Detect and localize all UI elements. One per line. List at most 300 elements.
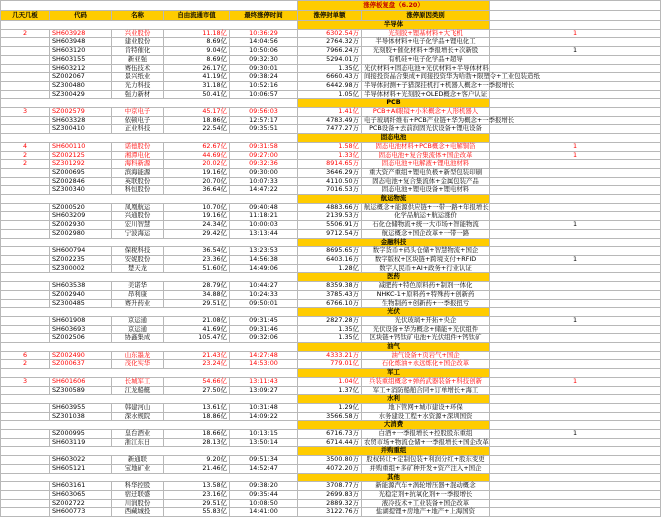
code-cell: SZ002067 bbox=[50, 73, 112, 82]
stock-name-cell: 强力新材 bbox=[112, 90, 164, 99]
sector-label: 大消费 bbox=[298, 421, 490, 430]
stock-name-cell: 海科新源 bbox=[112, 160, 164, 169]
limit-amount-cell: 1.04亿 bbox=[298, 377, 362, 386]
market-value-cell: 29.51亿 bbox=[164, 299, 230, 308]
reason-cell: 半导体材料+光刻胶+OLED概念+客户认证 bbox=[362, 90, 490, 99]
reason-cell: PCB设备+去前润固光伏设备+锂电设备 bbox=[362, 125, 490, 134]
table-row bbox=[1, 325, 661, 334]
code-cell: SH603120 bbox=[50, 47, 112, 56]
stock-name-cell: 滨海能源 bbox=[112, 168, 164, 177]
market-value-cell: 18.86亿 bbox=[164, 412, 230, 421]
table-row bbox=[1, 360, 661, 369]
limit-time-cell: 11:18:21 bbox=[230, 212, 298, 221]
header-row bbox=[1, 11, 661, 21]
limit-amount-cell: 2699.83万 bbox=[298, 490, 362, 499]
market-value-cell: 105.47亿 bbox=[164, 334, 230, 343]
stock-name-cell: 诺德股份 bbox=[112, 142, 164, 151]
sector-label: 光伏 bbox=[298, 308, 490, 317]
table-row bbox=[1, 125, 661, 134]
limit-time-cell: 09:32:36 bbox=[230, 160, 298, 169]
limit-time-cell: 14:09:22 bbox=[230, 412, 298, 421]
table-row bbox=[1, 264, 661, 273]
extra-cell bbox=[490, 490, 661, 499]
reason-cell: NHKC-1+原料药+特殊药+创新药 bbox=[362, 290, 490, 299]
extra-cell bbox=[490, 203, 661, 212]
limit-time-cell: 14:56:38 bbox=[230, 255, 298, 264]
header-days: 几天几板 bbox=[1, 11, 50, 21]
days-cell bbox=[1, 325, 50, 334]
table-row bbox=[1, 386, 661, 395]
reason-cell: 水务建设工程+水资源+深圳国资 bbox=[362, 412, 490, 421]
table-row bbox=[1, 490, 661, 499]
market-value-cell: 62.67亿 bbox=[164, 142, 230, 151]
code-cell: SZ000995 bbox=[50, 430, 112, 439]
extra-cell bbox=[490, 482, 661, 491]
extra-cell bbox=[490, 229, 661, 238]
code-cell: SH603065 bbox=[50, 490, 112, 499]
table-row bbox=[1, 403, 661, 412]
limit-time-cell: 09:40:48 bbox=[230, 203, 298, 212]
code-cell: SH603328 bbox=[50, 116, 112, 125]
reason-cell: 减肥药+特色原料药+制剂一体化 bbox=[362, 282, 490, 291]
market-value-cell: 36.54亿 bbox=[164, 247, 230, 256]
limit-amount-cell: 3708.77万 bbox=[298, 482, 362, 491]
table-row bbox=[1, 282, 661, 291]
limit-time-cell: 09:31:46 bbox=[230, 325, 298, 334]
extra-cell: 1 bbox=[490, 255, 661, 264]
reason-cell: 航运概念+国企改革+一带一路 bbox=[362, 229, 490, 238]
reason-cell: 固态电池+锂电设备+锂电材料 bbox=[362, 186, 490, 195]
extra-cell bbox=[490, 438, 661, 447]
days-cell bbox=[1, 334, 50, 343]
limit-amount-cell: 6403.16万 bbox=[298, 255, 362, 264]
code-cell: SH603119 bbox=[50, 438, 112, 447]
extra-cell bbox=[490, 108, 661, 117]
code-cell: SH603022 bbox=[50, 456, 112, 465]
sector-row bbox=[1, 134, 661, 143]
code-cell: SH603693 bbox=[50, 325, 112, 334]
sector-row bbox=[1, 369, 661, 378]
code-cell: SZ002506 bbox=[50, 334, 112, 343]
days-cell bbox=[1, 229, 50, 238]
market-value-cell: 8.69亿 bbox=[164, 38, 230, 47]
limit-amount-cell: 3500.80万 bbox=[298, 456, 362, 465]
reason-cell: 光刻胶+催化材料+季报增长+次新股 bbox=[362, 47, 490, 56]
market-value-cell: 36.64亿 bbox=[164, 186, 230, 195]
code-cell: SH600794 bbox=[50, 247, 112, 256]
limit-amount-cell: 6302.54万 bbox=[298, 29, 362, 38]
days-cell: 2 bbox=[1, 160, 50, 169]
market-value-cell: 24.34亿 bbox=[164, 221, 230, 230]
reason-cell: 数字版权+区块链+跨境支付+RFID bbox=[362, 255, 490, 264]
limit-time-cell: 13:09:27 bbox=[230, 386, 298, 395]
stock-name-cell: 保税科技 bbox=[112, 247, 164, 256]
sector-row bbox=[1, 343, 661, 352]
reason-cell: 区块链+钙钛矿电池+光伏组件+钙钛矿 bbox=[362, 334, 490, 343]
code-cell: SZ002940 bbox=[50, 290, 112, 299]
limit-amount-cell: 3646.29万 bbox=[298, 168, 362, 177]
market-value-cell: 41.19亿 bbox=[164, 73, 230, 82]
limit-time-cell: 10:36:29 bbox=[230, 29, 298, 38]
limit-amount-cell: 2827.28万 bbox=[298, 316, 362, 325]
extra-cell bbox=[490, 499, 661, 508]
limit-time-cell: 12:57:17 bbox=[230, 116, 298, 125]
extra-cell: 1 bbox=[490, 430, 661, 439]
days-cell bbox=[1, 482, 50, 491]
reason-cell: 电子玻璃纤维布+PCB产业链+华为概念+一季报增长 bbox=[362, 116, 490, 125]
days-cell: 4 bbox=[1, 142, 50, 151]
stock-name-cell: 楚天龙 bbox=[112, 264, 164, 273]
limit-time-cell: 14:04:56 bbox=[230, 38, 298, 47]
days-cell bbox=[1, 55, 50, 64]
limit-time-cell: 14:47:22 bbox=[230, 186, 298, 195]
market-value-cell: 29.51亿 bbox=[164, 499, 230, 508]
limit-amount-cell: 9712.54万 bbox=[298, 229, 362, 238]
code-cell: SZ300429 bbox=[50, 90, 112, 99]
days-cell bbox=[1, 290, 50, 299]
days-cell bbox=[1, 203, 50, 212]
limit-amount-cell: 2139.53万 bbox=[298, 212, 362, 221]
stock-name-cell: 山东墨龙 bbox=[112, 351, 164, 360]
days-cell bbox=[1, 168, 50, 177]
market-value-cell: 51.60亿 bbox=[164, 264, 230, 273]
days-cell bbox=[1, 81, 50, 90]
days-cell bbox=[1, 38, 50, 47]
days-cell bbox=[1, 64, 50, 73]
market-value-cell: 9.04亿 bbox=[164, 47, 230, 56]
days-cell bbox=[1, 125, 50, 134]
market-value-cell: 23.16亿 bbox=[164, 490, 230, 499]
market-value-cell: 45.17亿 bbox=[164, 108, 230, 117]
reason-cell: 并购重组+多矿种开发+资产注入+国企 bbox=[362, 464, 490, 473]
limit-time-cell: 10:24:33 bbox=[230, 290, 298, 299]
code-cell: SZ002930 bbox=[50, 221, 112, 230]
days-cell bbox=[1, 316, 50, 325]
reason-cell: 光伏材料+固态电池+光伏材料+半导体材料 bbox=[362, 64, 490, 73]
code-cell: SZ002579 bbox=[50, 108, 112, 117]
market-value-cell: 19.16亿 bbox=[164, 168, 230, 177]
market-value-cell: 29.42亿 bbox=[164, 229, 230, 238]
limit-amount-cell: 5294.01万 bbox=[298, 55, 362, 64]
reason-cell: 数字人民币+AI+政务+行业认证 bbox=[362, 264, 490, 273]
days-cell bbox=[1, 116, 50, 125]
days-cell: 2 bbox=[1, 360, 50, 369]
market-value-cell: 31.18亿 bbox=[164, 81, 230, 90]
extra-cell: 1 bbox=[490, 151, 661, 160]
reason-cell: 固态电池+电解液+锂电池材料 bbox=[362, 160, 490, 169]
stock-name-cell: 赛伍技术 bbox=[112, 64, 164, 73]
code-cell: SZ002125 bbox=[50, 151, 112, 160]
extra-cell bbox=[490, 264, 661, 273]
days-cell bbox=[1, 247, 50, 256]
market-value-cell: 34.88亿 bbox=[164, 290, 230, 299]
days-cell: 3 bbox=[1, 108, 50, 117]
market-value-cell: 18.86亿 bbox=[164, 116, 230, 125]
extra-cell: 1 bbox=[490, 377, 661, 386]
reason-cell: 固态电池材料+PCB概念+电解铜箔 bbox=[362, 142, 490, 151]
sector-label: 半导体 bbox=[298, 21, 490, 30]
market-value-cell: 28.13亿 bbox=[164, 438, 230, 447]
extra-cell bbox=[490, 168, 661, 177]
limit-amount-cell: 7477.27万 bbox=[298, 125, 362, 134]
stock-name-cell: 江龙船艇 bbox=[112, 386, 164, 395]
table-row bbox=[1, 255, 661, 264]
limit-time-cell: 13:11:43 bbox=[230, 377, 298, 386]
reason-cell: 液冷技术+工业装备+国企改革 bbox=[362, 499, 490, 508]
days-cell: 6 bbox=[1, 351, 50, 360]
stock-name-cell: 京运通 bbox=[112, 316, 164, 325]
stock-name-cell: 兴业股份 bbox=[112, 29, 164, 38]
limit-amount-cell: 5506.91万 bbox=[298, 221, 362, 230]
reason-cell: 兵装重组概念+弹药武器装备+科技创新 bbox=[362, 377, 490, 386]
market-value-cell: 20.02亿 bbox=[164, 160, 230, 169]
table-row bbox=[1, 142, 661, 151]
reason-cell: 地下管网+城市建设+环保 bbox=[362, 403, 490, 412]
limit-amount-cell: 1.37亿 bbox=[298, 386, 362, 395]
reason-cell: 军工+消防船舶合同+订单增长+海工 bbox=[362, 386, 490, 395]
table-row bbox=[1, 334, 661, 343]
limit-time-cell: 10:06:57 bbox=[230, 90, 298, 99]
extra-cell: 1 bbox=[490, 221, 661, 230]
limit-time-cell: 09:32:30 bbox=[230, 55, 298, 64]
market-value-cell: 54.66亿 bbox=[164, 377, 230, 386]
sector-row bbox=[1, 21, 661, 30]
limit-amount-cell: 2764.32万 bbox=[298, 38, 362, 47]
limit-time-cell: 09:27:00 bbox=[230, 151, 298, 160]
code-cell: SZ301292 bbox=[50, 160, 112, 169]
extra-cell bbox=[490, 55, 661, 64]
limit-time-cell: 09:50:01 bbox=[230, 299, 298, 308]
market-value-cell: 19.16亿 bbox=[164, 212, 230, 221]
stock-name-cell: 肯特催化 bbox=[112, 47, 164, 56]
sector-label: 固态电池 bbox=[298, 134, 490, 143]
extra-cell bbox=[490, 386, 661, 395]
limit-amount-cell: 6766.10万 bbox=[298, 299, 362, 308]
code-cell: SZ300589 bbox=[50, 386, 112, 395]
reason-cell: 固态电池+复合集流体+国企改革 bbox=[362, 151, 490, 160]
stock-name-cell: 安妮股份 bbox=[112, 255, 164, 264]
sector-label: 油气 bbox=[298, 343, 490, 352]
limit-time-cell: 10:13:15 bbox=[230, 430, 298, 439]
code-cell: SZ300485 bbox=[50, 299, 112, 308]
table-row bbox=[1, 81, 661, 90]
limit-time-cell: 13:13:44 bbox=[230, 229, 298, 238]
limit-time-cell: 09:30:00 bbox=[230, 168, 298, 177]
limit-amount-cell: 1.29亿 bbox=[298, 403, 362, 412]
stock-name-cell: 兴通股份 bbox=[112, 212, 164, 221]
limit-time-cell: 09:51:34 bbox=[230, 456, 298, 465]
market-value-cell: 28.79亿 bbox=[164, 282, 230, 291]
code-cell: SH603538 bbox=[50, 282, 112, 291]
limit-time-cell: 14:52:47 bbox=[230, 464, 298, 473]
limit-amount-cell: 1.58亿 bbox=[298, 142, 362, 151]
stock-name-cell: 新通联 bbox=[112, 456, 164, 465]
days-cell bbox=[1, 464, 50, 473]
code-cell: SH605121 bbox=[50, 464, 112, 473]
market-value-cell: 22.54亿 bbox=[164, 125, 230, 134]
sector-label: 并购重组 bbox=[298, 447, 490, 456]
code-cell: SH603161 bbox=[50, 482, 112, 491]
days-cell bbox=[1, 438, 50, 447]
stock-name-cell: 凤凰航运 bbox=[112, 203, 164, 212]
code-cell: SZ002722 bbox=[50, 499, 112, 508]
table-row bbox=[1, 464, 661, 473]
sector-row bbox=[1, 195, 661, 204]
limit-amount-cell: 7966.24万 bbox=[298, 47, 362, 56]
header-amount: 涨停封单额 bbox=[298, 11, 362, 21]
stock-name-cell: 光力科技 bbox=[112, 81, 164, 90]
reason-cell: 光伏玻璃+开拓+央企 bbox=[362, 316, 490, 325]
limit-time-cell: 10:07:33 bbox=[230, 177, 298, 186]
stock-name-cell: 川润股份 bbox=[112, 499, 164, 508]
extra-cell bbox=[490, 508, 661, 517]
days-cell bbox=[1, 255, 50, 264]
reason-cell: 半导体封测+子猎深挂机打+机器人概念+一季报增长 bbox=[362, 81, 490, 90]
code-cell: SZ300410 bbox=[50, 125, 112, 134]
limit-time-cell: 09:32:06 bbox=[230, 334, 298, 343]
stock-name-cell: 美诺华 bbox=[112, 282, 164, 291]
table-row bbox=[1, 108, 661, 117]
limit-amount-cell: 8695.65万 bbox=[298, 247, 362, 256]
table-row bbox=[1, 316, 661, 325]
limit-amount-cell: 779.01亿 bbox=[298, 360, 362, 369]
stock-name-cell: 深水规院 bbox=[112, 412, 164, 421]
stock-name-cell: 科华控股 bbox=[112, 482, 164, 491]
market-value-cell: 55.83亿 bbox=[164, 508, 230, 517]
stock-name-cell: 依顿电子 bbox=[112, 116, 164, 125]
limit-amount-cell: 4783.49万 bbox=[298, 116, 362, 125]
limit-amount-cell: 3566.58万 bbox=[298, 412, 362, 421]
stock-name-cell: 宁波海运 bbox=[112, 229, 164, 238]
days-cell bbox=[1, 490, 50, 499]
reason-cell: 数字货币+码头仓储+智慧物流+国企 bbox=[362, 247, 490, 256]
limit-amount-cell: 4883.66万 bbox=[298, 203, 362, 212]
limit-time-cell: 13:23:53 bbox=[230, 247, 298, 256]
code-cell: SH603928 bbox=[50, 29, 112, 38]
sector-label: 医药 bbox=[298, 273, 490, 282]
market-value-cell: 9.20亿 bbox=[164, 456, 230, 465]
code-cell: SZ300340 bbox=[50, 186, 112, 195]
reason-cell: 光伏设备+华为概念+储能+光伏组件 bbox=[362, 325, 490, 334]
market-value-cell: 18.66亿 bbox=[164, 430, 230, 439]
limit-amount-cell: 1.28亿 bbox=[298, 264, 362, 273]
limit-amount-cell: 3785.43万 bbox=[298, 290, 362, 299]
market-value-cell: 26.17亿 bbox=[164, 64, 230, 73]
reason-cell: 石化仓储物流+统一大市场+智能物流 bbox=[362, 221, 490, 230]
days-cell bbox=[1, 403, 50, 412]
limit-time-cell: 09:31:58 bbox=[230, 142, 298, 151]
market-value-cell: 21.46亿 bbox=[164, 464, 230, 473]
days-cell bbox=[1, 73, 50, 82]
limit-time-cell: 10:52:16 bbox=[230, 81, 298, 90]
market-value-cell: 23.24亿 bbox=[164, 360, 230, 369]
limit-amount-cell: 1.05亿 bbox=[298, 90, 362, 99]
reason-cell: 间接投资晶合集成+间接投资华为哈勃+限塑令+工业包装造纸 bbox=[362, 73, 490, 82]
days-cell bbox=[1, 221, 50, 230]
market-value-cell: 50.41亿 bbox=[164, 90, 230, 99]
limit-amount-cell: 7016.53万 bbox=[298, 186, 362, 195]
limit-time-cell: 09:30:01 bbox=[230, 64, 298, 73]
market-value-cell: 13.58亿 bbox=[164, 482, 230, 491]
limit-time-cell: 14:49:06 bbox=[230, 264, 298, 273]
limit-time-cell: 14:53:00 bbox=[230, 360, 298, 369]
stock-name-cell: 建业股份 bbox=[112, 38, 164, 47]
limit-amount-cell: 6716.73万 bbox=[298, 430, 362, 439]
table-row bbox=[1, 412, 661, 421]
stock-name-cell: 宏川智慧 bbox=[112, 221, 164, 230]
market-value-cell: 27.50亿 bbox=[164, 386, 230, 395]
reason-cell: 光稳定剂+抗氧化剂+一季报增长 bbox=[362, 490, 490, 499]
reason-cell: 油气设备+页岩气+国企 bbox=[362, 351, 490, 360]
code-cell: SZ000637 bbox=[50, 360, 112, 369]
days-cell bbox=[1, 212, 50, 221]
reason-cell: 航运概念+能源供应链+一带一路+年报增长 bbox=[362, 203, 490, 212]
reason-cell: PCB+AI眼镜+小米概念+人形机器人 bbox=[362, 108, 490, 117]
code-cell: SH603209 bbox=[50, 212, 112, 221]
stock-name-cell: 湘潭电化 bbox=[112, 151, 164, 160]
sector-label: 水利 bbox=[298, 395, 490, 404]
reason-cell: 光刻胶+锂基材料+大飞机 bbox=[362, 29, 490, 38]
days-cell bbox=[1, 177, 50, 186]
stock-name-cell: 浙江东日 bbox=[112, 438, 164, 447]
limit-time-cell: 10:44:27 bbox=[230, 282, 298, 291]
limit-amount-cell: 1.35亿 bbox=[298, 325, 362, 334]
stock-name-cell: 宿迁联盛 bbox=[112, 490, 164, 499]
table-row bbox=[1, 430, 661, 439]
days-cell bbox=[1, 90, 50, 99]
market-value-cell: 10.70亿 bbox=[164, 203, 230, 212]
market-value-cell: 20.70亿 bbox=[164, 177, 230, 186]
table-row bbox=[1, 229, 661, 238]
reason-cell: 重大资产重组+锂电负极+新型包装印刷 bbox=[362, 168, 490, 177]
code-cell: SZ002980 bbox=[50, 229, 112, 238]
code-cell: SH603155 bbox=[50, 55, 112, 64]
code-cell: SH603955 bbox=[50, 403, 112, 412]
reason-cell: 生物制药+创新药+一季报扭亏 bbox=[362, 299, 490, 308]
code-cell: SH600773 bbox=[50, 508, 112, 517]
market-value-cell: 13.61亿 bbox=[164, 403, 230, 412]
limit-amount-cell: 8359.38万 bbox=[298, 282, 362, 291]
stock-name-cell: 新亚强 bbox=[112, 55, 164, 64]
stock-name-cell: 茂化实华 bbox=[112, 360, 164, 369]
table-row bbox=[1, 186, 661, 195]
limit-time-cell: 09:56:03 bbox=[230, 108, 298, 117]
table-row bbox=[1, 168, 661, 177]
stock-name-cell: 京运通 bbox=[112, 325, 164, 334]
limit-time-cell: 09:35:44 bbox=[230, 490, 298, 499]
extra-cell bbox=[490, 186, 661, 195]
sheet-title: 涨停板复盘（6.20） bbox=[298, 1, 490, 11]
reason-cell: 盐湖提锂+房地产+地产+上海国资 bbox=[362, 508, 490, 517]
days-cell: 2 bbox=[1, 29, 50, 38]
code-cell: SZ000520 bbox=[50, 203, 112, 212]
days-cell bbox=[1, 430, 50, 439]
reason-cell: 化学品航运+航运涨价 bbox=[362, 212, 490, 221]
stock-name-cell: 昂利康 bbox=[112, 290, 164, 299]
limit-time-cell: 09:31:45 bbox=[230, 316, 298, 325]
stock-name-cell: 长城军工 bbox=[112, 377, 164, 386]
stock-name-cell: 正业科技 bbox=[112, 125, 164, 134]
limit-time-cell: 09:38:24 bbox=[230, 73, 298, 82]
limit-amount-cell: 6442.98万 bbox=[298, 81, 362, 90]
stock-name-cell: 韩建河山 bbox=[112, 403, 164, 412]
days-cell bbox=[1, 412, 50, 421]
stock-name-cell: 西藏城投 bbox=[112, 508, 164, 517]
code-cell: SZ300480 bbox=[50, 81, 112, 90]
limit-amount-cell: 1.33亿 bbox=[298, 151, 362, 160]
stock-name-cell: 协鑫集成 bbox=[112, 334, 164, 343]
limit-amount-cell: 1.35亿 bbox=[298, 334, 362, 343]
